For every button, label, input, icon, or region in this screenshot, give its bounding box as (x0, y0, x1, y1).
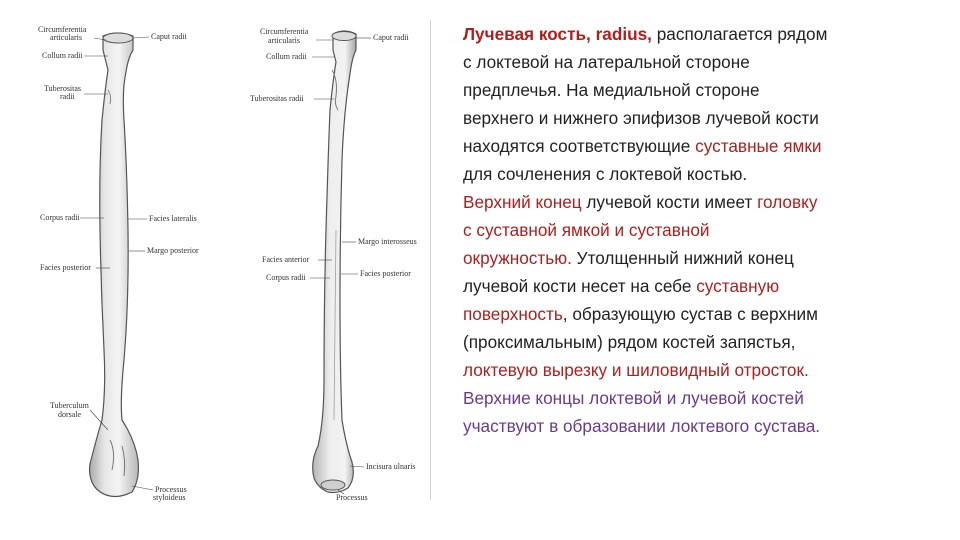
text-line-4: верхнего и нижнего эпифизов лучевой кости (463, 108, 819, 128)
term-articular-surface-2: поверхность (463, 304, 563, 324)
text-segment: находятся соответствующие (463, 136, 696, 156)
left-label-facies-lateralis: Facies lateralis (149, 214, 197, 223)
text-segment: , образующую сустав с верхним (562, 304, 818, 324)
right-label-corpus-radii: Corpus radii (266, 273, 306, 282)
left-label-circumferentia-1: Circumferentia (38, 25, 87, 34)
text-line-6: для сочленения с локтевой костью. (463, 164, 748, 184)
right-label-incisura-ulnaris: Incisura ulnaris (366, 462, 416, 471)
text-segment: лучевой кости имеет (581, 192, 758, 212)
left-label-processus-1: Processus (155, 485, 187, 494)
term-articular-surface-1: суставную (696, 276, 780, 296)
right-label-circumferentia-1: Circumferentia (260, 27, 309, 36)
radius-illustration (0, 0, 440, 540)
left-label-margo-posterior: Margo posterior (147, 246, 199, 255)
right-label-tuberositas-radii: Tuberositas radii (250, 94, 304, 103)
left-label-circumferentia-2: articularis (50, 33, 82, 42)
right-radius-bone (313, 31, 356, 493)
text-line-1 (463, 20, 938, 48)
term-upper-end: Верхний конец (463, 192, 582, 212)
text-line-3: предплечья. На медиальной стороне (463, 80, 760, 100)
text-line-15: участвуют в образовании локтевого сустава. (463, 416, 821, 436)
left-radius-bone (90, 33, 139, 497)
text-line-13: локтевую вырезку и шиловидный отросток. (463, 360, 809, 380)
text-line-8: с суставной ямкой и суставной (463, 220, 710, 240)
text-line-2: с локтевой на латеральной стороне (463, 52, 750, 72)
text-line-10 (463, 272, 938, 300)
text-line-14: Верхние концы локтевой и лучевой костей (463, 388, 804, 408)
left-label-processus-2: styloideus (153, 493, 186, 502)
left-label-collum-radii: Collum radii (42, 51, 83, 60)
left-label-tuberositas-2: radii (60, 92, 75, 101)
term-circumference: окружностью. (463, 248, 572, 268)
right-label-circumferentia-2: articularis (268, 36, 300, 45)
text-line-5 (463, 132, 938, 160)
radius-drawings (0, 0, 440, 540)
right-label-margo-interosseus: Margo interosseus (358, 237, 417, 246)
term-articular-fossae: суставные ямки (695, 136, 822, 156)
left-label-caput-radii: Caput radii (151, 32, 187, 41)
text-segment: лучевой кости несет на себе (463, 276, 697, 296)
term-head: головку (757, 192, 818, 212)
left-label-tuberculum-1: Tuberculum (50, 401, 89, 410)
right-label-caput-radii: Caput radii (373, 33, 409, 42)
text-line-11 (463, 300, 938, 328)
left-label-facies-posterior: Facies posterior (40, 263, 91, 272)
divider (430, 20, 431, 500)
left-label-tuberositas-1: Tuberositas (44, 84, 82, 93)
text-line-12: (проксимальным) рядом костей запястья, (463, 332, 796, 352)
right-label-facies-anterior: Facies anterior (262, 255, 310, 264)
text-segment: располагается рядом (656, 24, 828, 44)
text-line-7 (463, 188, 938, 216)
right-label-collum-radii: Collum radii (266, 52, 307, 61)
description-text (463, 20, 938, 440)
right-label-processus: Processus (336, 493, 368, 502)
right-label-facies-posterior: Facies posterior (360, 269, 411, 278)
text-segment: Утолщенный нижний конец (571, 248, 794, 268)
left-label-corpus-radii: Corpus radii (40, 213, 80, 222)
text-line-9 (463, 244, 938, 272)
left-label-tuberculum-2: dorsale (58, 410, 82, 419)
term-radius: Лучевая кость, radius, (463, 24, 657, 44)
